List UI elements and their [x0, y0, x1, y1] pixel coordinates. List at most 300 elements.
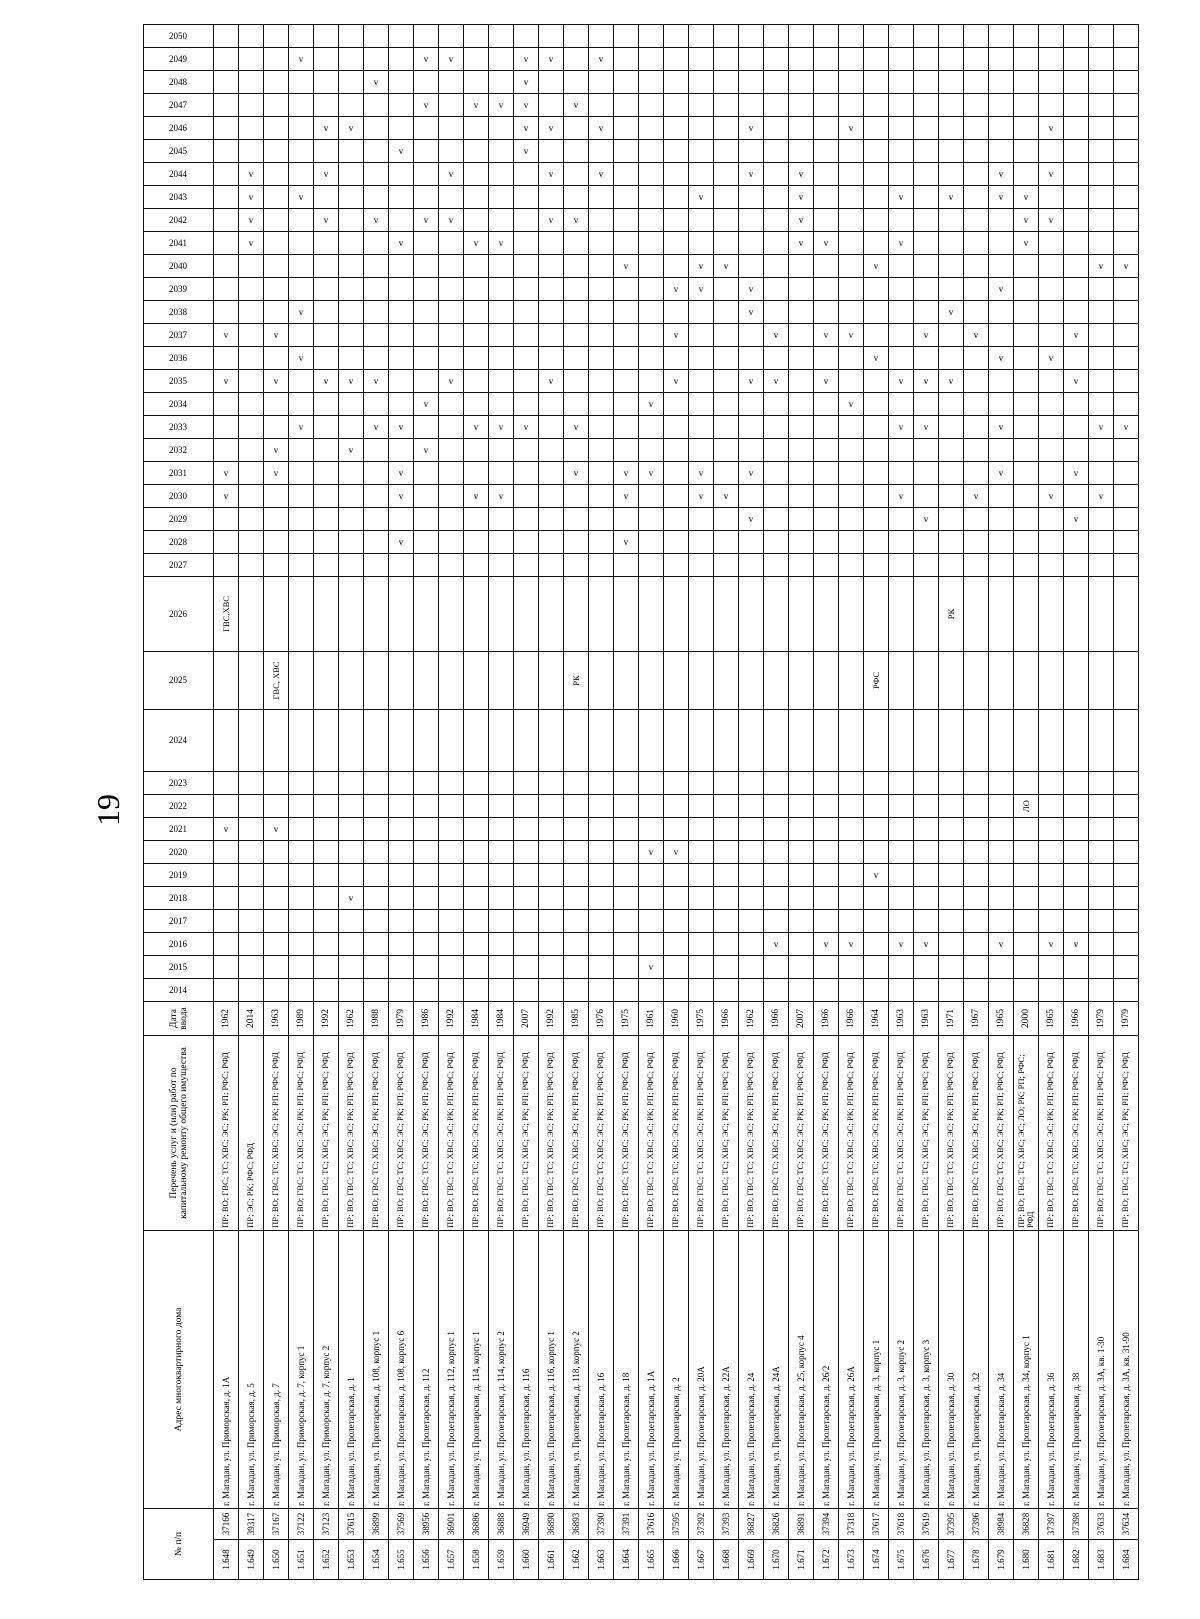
year-mark-cell — [289, 209, 314, 232]
year-mark-cell — [1089, 979, 1114, 1002]
year-mark-cell — [339, 48, 364, 71]
year-mark-cell — [1114, 956, 1139, 979]
year-mark-cell — [964, 531, 989, 554]
year-mark-cell — [1039, 818, 1064, 841]
row-number: 1.657 — [439, 1540, 464, 1580]
year-mark-cell — [589, 347, 614, 370]
house-id: 36827 — [739, 1509, 764, 1540]
year-mark-cell — [989, 795, 1014, 818]
year-mark-cell — [339, 416, 364, 439]
year-mark-cell — [664, 956, 689, 979]
year-mark-cell — [239, 209, 264, 232]
check-mark: v — [1073, 514, 1079, 524]
year-mark-cell — [414, 347, 439, 370]
check-mark: v — [448, 376, 454, 386]
year-mark-cell — [239, 531, 264, 554]
year-mark-cell — [889, 795, 914, 818]
year-mark-cell — [314, 48, 339, 71]
header-year: 2046 — [144, 117, 214, 140]
year-mark-cell — [389, 232, 414, 255]
house-id: 36888 — [489, 1509, 514, 1540]
year-mark-cell — [1064, 117, 1089, 140]
year-mark-cell — [539, 209, 564, 232]
year-mark-cell — [439, 163, 464, 186]
year-mark-cell — [489, 887, 514, 910]
year-mark-cell — [739, 324, 764, 347]
year-mark-cell — [589, 370, 614, 393]
year-mark-cell — [439, 324, 464, 347]
check-mark: v — [1048, 123, 1054, 133]
year-mark-cell — [564, 485, 589, 508]
year-mark-cell — [1089, 209, 1114, 232]
year-mark-cell — [489, 577, 514, 652]
year-mark-cell — [714, 94, 739, 117]
year-mark-cell — [214, 301, 239, 324]
year-mark-cell — [214, 163, 239, 186]
year-mark-cell — [639, 652, 664, 710]
year-mark-cell — [564, 979, 589, 1002]
year-mark-cell — [464, 186, 489, 209]
year-mark-cell — [364, 508, 389, 531]
year-mark-cell — [689, 25, 714, 48]
year-mark-cell — [289, 71, 314, 94]
year-mark-cell — [789, 577, 814, 652]
check-mark: v — [498, 100, 504, 110]
year-mark-cell — [364, 795, 389, 818]
year-mark-cell — [914, 439, 939, 462]
year-mark-cell — [1089, 140, 1114, 163]
year-mark-cell — [989, 25, 1014, 48]
year-mark-cell — [789, 531, 814, 554]
year-mark-cell — [714, 232, 739, 255]
year-mark-cell — [839, 140, 864, 163]
year-mark-cell — [564, 910, 589, 933]
address-cell: г. Магадан, ул. Пролетарская, д. 38 — [1064, 1231, 1089, 1509]
year-mark-cell — [339, 508, 364, 531]
year-mark-cell — [1039, 347, 1064, 370]
year-mark-cell — [739, 710, 764, 772]
year-mark-cell — [389, 933, 414, 956]
year-mark-cell — [239, 71, 264, 94]
table-row — [689, 25, 714, 1580]
year-mark-cell — [389, 485, 414, 508]
year-mark-cell — [514, 416, 539, 439]
year-mark-cell — [539, 94, 564, 117]
year-mark-cell — [814, 485, 839, 508]
year-mark-cell — [1039, 140, 1064, 163]
year-mark-cell — [539, 485, 564, 508]
house-id: 37633 — [1089, 1509, 1114, 1540]
year-mark-cell — [714, 462, 739, 485]
year-mark-cell — [714, 25, 739, 48]
year-mark-cell — [989, 710, 1014, 772]
year-mark-cell — [714, 255, 739, 278]
year-mark-cell — [414, 324, 439, 347]
services-cell: ПР; ВО; ГВС; ТС; ХВС; ЭС; РК; РП; РФС; РФД — [814, 1036, 839, 1231]
year-mark-cell — [1114, 71, 1139, 94]
services-cell: ПР; ВО; ГВС; ТС; ХВС; ЭС; РК; РП; РФС; РФД — [739, 1036, 764, 1231]
check-mark: v — [473, 422, 479, 432]
commission-date: 2000 — [1014, 1002, 1039, 1036]
year-mark-cell — [764, 439, 789, 462]
year-mark-cell — [314, 795, 339, 818]
check-mark: v — [1123, 261, 1129, 271]
year-mark-cell — [814, 864, 839, 887]
year-mark-cell — [464, 439, 489, 462]
year-mark-cell — [1039, 25, 1064, 48]
check-mark: v — [973, 330, 979, 340]
year-mark-cell — [714, 117, 739, 140]
year-mark-cell — [239, 910, 264, 933]
year-mark-cell — [1114, 324, 1139, 347]
year-mark-cell — [314, 140, 339, 163]
year-mark-cell — [1039, 531, 1064, 554]
year-mark-cell — [939, 485, 964, 508]
year-mark-cell — [214, 841, 239, 864]
address-cell: г. Магадан, ул. Приморская, д. 7, корпус 2 — [314, 1231, 339, 1509]
table-row — [939, 25, 964, 1580]
year-mark-cell — [764, 48, 789, 71]
year-mark-cell — [389, 772, 414, 795]
year-mark-cell — [814, 772, 839, 795]
check-mark: v — [223, 376, 229, 386]
check-mark: v — [423, 215, 429, 225]
year-mark-cell — [264, 393, 289, 416]
year-mark-cell — [864, 485, 889, 508]
check-mark: v — [748, 376, 754, 386]
year-mark-cell — [589, 772, 614, 795]
year-mark-cell — [964, 652, 989, 710]
services-cell: ПР; ВО; ГВС; ТС; ХВС; ЭС; РК; РП; РФС; РФД — [989, 1036, 1014, 1231]
year-mark-cell — [264, 887, 289, 910]
check-mark: v — [698, 284, 704, 294]
year-mark-cell — [739, 163, 764, 186]
year-mark-cell — [414, 508, 439, 531]
year-mark-cell — [364, 933, 389, 956]
year-mark-cell — [864, 416, 889, 439]
check-mark: v — [673, 376, 679, 386]
year-mark-cell — [1014, 887, 1039, 910]
year-mark-cell — [764, 554, 789, 577]
year-mark-cell — [339, 933, 364, 956]
year-mark-cell — [439, 841, 464, 864]
year-mark-cell — [939, 25, 964, 48]
year-mark-cell — [739, 117, 764, 140]
year-mark-cell — [589, 554, 614, 577]
year-mark-cell — [314, 163, 339, 186]
check-mark: v — [1073, 330, 1079, 340]
address-cell: г. Магадан, ул. Пролетарская, д. 22А — [714, 1231, 739, 1509]
year-mark-cell — [364, 864, 389, 887]
address-cell: г. Магадан, ул. Пролетарская, д. 20А — [689, 1231, 714, 1509]
year-mark-cell — [414, 25, 439, 48]
year-mark-cell — [464, 301, 489, 324]
year-mark-cell — [939, 979, 964, 1002]
year-mark-cell — [389, 48, 414, 71]
year-mark-cell — [214, 439, 239, 462]
year-mark-cell — [689, 979, 714, 1002]
year-mark-cell — [814, 117, 839, 140]
year-mark-cell — [889, 910, 914, 933]
year-mark-cell — [689, 795, 714, 818]
year-mark-cell — [739, 393, 764, 416]
year-mark-cell — [564, 887, 589, 910]
year-mark-cell — [589, 324, 614, 347]
year-mark-cell — [839, 508, 864, 531]
year-mark-cell — [864, 71, 889, 94]
year-mark-cell — [389, 209, 414, 232]
check-mark: v — [398, 468, 404, 478]
year-mark-cell — [1089, 652, 1114, 710]
check-mark: v — [423, 100, 429, 110]
year-mark-cell — [764, 25, 789, 48]
header-year: 2041 — [144, 232, 214, 255]
page-number: 19 — [90, 794, 126, 826]
year-mark-cell — [239, 94, 264, 117]
year-mark-cell — [489, 117, 514, 140]
table-row — [839, 25, 864, 1580]
year-mark-cell — [964, 710, 989, 772]
year-mark-cell — [464, 278, 489, 301]
commission-date: 1992 — [439, 1002, 464, 1036]
year-mark-cell — [1114, 140, 1139, 163]
mark-text: РФС — [871, 672, 881, 689]
check-mark: v — [223, 330, 229, 340]
year-mark-cell — [1064, 841, 1089, 864]
check-mark: v — [998, 468, 1004, 478]
year-mark-cell — [289, 485, 314, 508]
year-mark-cell — [714, 864, 739, 887]
year-mark-cell — [414, 652, 439, 710]
year-mark-cell — [939, 795, 964, 818]
year-mark-cell — [1114, 652, 1139, 710]
row-number: 1.652 — [314, 1540, 339, 1580]
year-mark-cell — [964, 324, 989, 347]
year-mark-cell — [839, 278, 864, 301]
year-mark-cell — [214, 25, 239, 48]
year-mark-cell — [1039, 956, 1064, 979]
year-mark-cell — [489, 370, 514, 393]
row-number: 1.649 — [239, 1540, 264, 1580]
year-mark-cell — [389, 439, 414, 462]
year-mark-cell — [214, 933, 239, 956]
year-mark-cell — [414, 232, 439, 255]
year-mark-cell — [564, 508, 589, 531]
year-mark-cell — [539, 186, 564, 209]
year-mark-cell — [889, 255, 914, 278]
year-mark-cell — [739, 795, 764, 818]
table-row — [914, 25, 939, 1580]
year-mark-cell — [889, 818, 914, 841]
year-mark-cell — [314, 979, 339, 1002]
year-mark-cell — [764, 117, 789, 140]
year-mark-cell — [389, 956, 414, 979]
check-mark: v — [748, 284, 754, 294]
year-mark-cell — [1014, 554, 1039, 577]
year-mark-cell — [289, 652, 314, 710]
year-mark-cell — [914, 887, 939, 910]
address-cell: г. Магадан, ул. Пролетарская, д. 34 — [989, 1231, 1014, 1509]
year-mark-cell — [564, 25, 589, 48]
year-mark-cell — [364, 140, 389, 163]
year-mark-cell — [639, 887, 664, 910]
year-mark-cell — [414, 979, 439, 1002]
year-mark-cell — [514, 577, 539, 652]
year-mark-cell — [839, 117, 864, 140]
year-mark-cell — [464, 910, 489, 933]
check-mark: v — [273, 376, 279, 386]
year-mark-cell — [489, 508, 514, 531]
address-cell: г. Магадан, ул. Пролетарская, д. 30 — [939, 1231, 964, 1509]
year-mark-cell — [514, 887, 539, 910]
year-mark-cell — [639, 956, 664, 979]
year-mark-cell — [689, 48, 714, 71]
year-mark-cell — [214, 94, 239, 117]
check-mark: v — [698, 491, 704, 501]
year-mark-cell — [939, 710, 964, 772]
commission-date: 1989 — [289, 1002, 314, 1036]
row-number: 1.659 — [489, 1540, 514, 1580]
year-mark-cell — [689, 887, 714, 910]
year-mark-cell — [714, 393, 739, 416]
year-mark-cell — [289, 370, 314, 393]
check-mark: v — [448, 169, 454, 179]
row-number: 1.683 — [1089, 1540, 1114, 1580]
year-mark-cell — [964, 71, 989, 94]
year-mark-cell — [789, 370, 814, 393]
year-mark-cell — [739, 887, 764, 910]
year-mark-cell — [1089, 577, 1114, 652]
year-mark-cell — [564, 439, 589, 462]
year-mark-cell — [989, 439, 1014, 462]
year-mark-cell — [589, 577, 614, 652]
check-mark: v — [548, 123, 554, 133]
year-mark-cell — [989, 71, 1014, 94]
year-mark-cell — [239, 255, 264, 278]
year-mark-cell — [264, 416, 289, 439]
commission-date: 1975 — [614, 1002, 639, 1036]
year-mark-cell — [539, 71, 564, 94]
year-mark-cell — [789, 416, 814, 439]
year-mark-cell — [1039, 324, 1064, 347]
year-mark-cell — [1014, 462, 1039, 485]
year-mark-cell — [764, 531, 789, 554]
year-mark-cell — [1014, 117, 1039, 140]
year-mark-cell — [1114, 933, 1139, 956]
row-number: 1.672 — [814, 1540, 839, 1580]
year-mark-cell — [689, 94, 714, 117]
year-mark-cell — [939, 324, 964, 347]
year-mark-cell — [789, 393, 814, 416]
year-mark-cell — [614, 25, 639, 48]
year-mark-cell — [389, 795, 414, 818]
year-mark-cell — [464, 577, 489, 652]
year-mark-cell — [814, 71, 839, 94]
header-year: 2014 — [144, 979, 214, 1002]
check-mark: v — [898, 939, 904, 949]
year-mark-cell — [1014, 485, 1039, 508]
check-mark: v — [748, 169, 754, 179]
check-mark: v — [1098, 261, 1104, 271]
year-mark-cell — [839, 887, 864, 910]
year-mark-cell — [989, 301, 1014, 324]
year-mark-cell — [639, 979, 664, 1002]
check-mark: v — [398, 537, 404, 547]
check-mark: v — [748, 468, 754, 478]
year-mark-cell — [364, 818, 389, 841]
year-mark-cell — [1064, 94, 1089, 117]
year-mark-cell — [339, 94, 364, 117]
year-mark-cell — [564, 864, 589, 887]
year-mark-cell — [364, 887, 389, 910]
year-mark-cell — [1014, 772, 1039, 795]
year-mark-cell — [264, 324, 289, 347]
year-mark-cell — [214, 818, 239, 841]
year-mark-cell — [1014, 818, 1039, 841]
check-mark: v — [248, 169, 254, 179]
year-mark-cell — [339, 439, 364, 462]
row-number: 1.656 — [414, 1540, 439, 1580]
year-mark-cell — [989, 956, 1014, 979]
check-mark: v — [798, 215, 804, 225]
house-id: 37397 — [1039, 1509, 1064, 1540]
year-mark-cell — [339, 301, 364, 324]
year-mark-cell — [989, 864, 1014, 887]
year-mark-cell — [314, 117, 339, 140]
year-mark-cell — [939, 370, 964, 393]
year-mark-cell — [414, 416, 439, 439]
year-mark-cell — [914, 956, 939, 979]
year-mark-cell — [464, 956, 489, 979]
year-mark-cell — [564, 772, 589, 795]
year-mark-cell — [689, 508, 714, 531]
year-mark-cell — [739, 140, 764, 163]
year-mark-cell — [364, 94, 389, 117]
year-mark-cell — [964, 485, 989, 508]
header-year: 2020 — [144, 841, 214, 864]
year-mark-cell — [989, 485, 1014, 508]
year-mark-cell — [439, 71, 464, 94]
year-mark-cell — [939, 864, 964, 887]
year-mark-cell — [564, 416, 589, 439]
year-mark-cell — [914, 979, 939, 1002]
check-mark: v — [323, 123, 329, 133]
year-mark-cell — [639, 140, 664, 163]
year-mark-cell — [1064, 209, 1089, 232]
year-mark-cell — [589, 48, 614, 71]
year-mark-cell — [1064, 462, 1089, 485]
table-row — [639, 25, 664, 1580]
year-mark-cell — [714, 795, 739, 818]
check-mark: v — [823, 376, 829, 386]
year-mark-cell — [439, 416, 464, 439]
year-mark-cell — [964, 94, 989, 117]
check-mark: v — [248, 215, 254, 225]
year-mark-cell — [464, 864, 489, 887]
year-mark-cell — [589, 94, 614, 117]
year-mark-cell — [789, 278, 814, 301]
year-mark-cell — [964, 818, 989, 841]
year-mark-cell — [389, 25, 414, 48]
year-mark-cell — [564, 347, 589, 370]
year-mark-cell — [314, 232, 339, 255]
commission-date: 1966 — [1064, 1002, 1089, 1036]
year-mark-cell — [364, 956, 389, 979]
year-mark-cell — [989, 94, 1014, 117]
year-mark-cell — [439, 393, 464, 416]
year-mark-cell — [639, 393, 664, 416]
year-mark-cell — [514, 485, 539, 508]
